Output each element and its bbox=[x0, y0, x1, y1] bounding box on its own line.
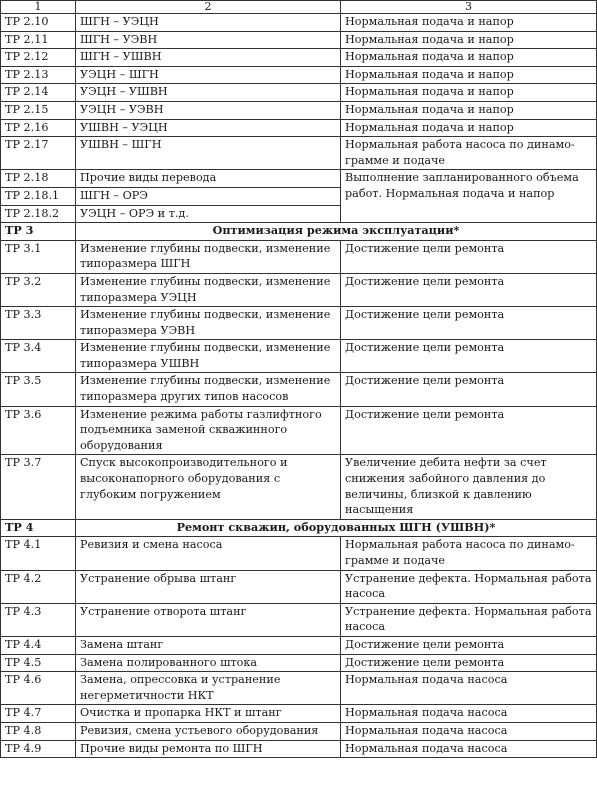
row-code: ТР 2.12 bbox=[1, 49, 76, 67]
row-code: ТР 3.4 bbox=[1, 340, 76, 373]
row-code: ТР 3.2 bbox=[1, 273, 76, 306]
row-work: Изменение глубины подвески, изменение типоразмера УШВН bbox=[76, 340, 341, 373]
row-code: ТР 2.14 bbox=[1, 84, 76, 102]
row-work: Устранение отворота штанг bbox=[76, 603, 341, 636]
table-row bbox=[1, 636, 597, 654]
row-result: Достижение цели ремонта bbox=[341, 373, 597, 406]
row-result: Нормальная подача и напор bbox=[341, 66, 597, 84]
row-code: ТР 4.2 bbox=[1, 570, 76, 603]
row-result: Нормальная подача насоса bbox=[341, 705, 597, 723]
table-row bbox=[1, 722, 597, 740]
table-row bbox=[1, 101, 597, 119]
table-row bbox=[1, 705, 597, 723]
table-row bbox=[1, 119, 597, 137]
row-work: УЭЦН – УЭВН bbox=[76, 101, 341, 119]
row-code: ТР 2.13 bbox=[1, 66, 76, 84]
row-code: ТР 2.18.2 bbox=[1, 205, 76, 223]
table-row bbox=[1, 340, 597, 373]
row-code: ТР 4.3 bbox=[1, 603, 76, 636]
row-result: Нормальная подача и напор bbox=[341, 84, 597, 102]
row-work: ШГН – УШВН bbox=[76, 49, 341, 67]
row-result: Нормальная работа насоса по динамо-грамме и подаче bbox=[341, 137, 597, 170]
section-title: Ремонт скважин, оборудованных ШГН (УШВН)* bbox=[76, 519, 597, 537]
table-row bbox=[1, 455, 597, 519]
row-result: Нормальная подача и напор bbox=[341, 101, 597, 119]
row-result: Устранение дефекта. Нормальная работа насоса bbox=[341, 603, 597, 636]
row-code: ТР 4.5 bbox=[1, 654, 76, 672]
row-code: ТР 3.3 bbox=[1, 307, 76, 340]
row-result: Нормальная подача и напор bbox=[341, 31, 597, 49]
table-row bbox=[1, 537, 597, 570]
table-row bbox=[1, 603, 597, 636]
table-row bbox=[1, 14, 597, 32]
row-code: ТР 4.8 bbox=[1, 722, 76, 740]
row-work: Очистка и пропарка НКТ и штанг bbox=[76, 705, 341, 723]
row-work: ШГН – УЭВН bbox=[76, 31, 341, 49]
row-result: Устранение дефекта. Нормальная работа насоса bbox=[341, 570, 597, 603]
row-work: Изменение глубины подвески, изменение типоразмера ШГН bbox=[76, 240, 341, 273]
table-row bbox=[1, 49, 597, 67]
row-code: ТР 3.7 bbox=[1, 455, 76, 519]
table-row bbox=[1, 66, 597, 84]
row-work: УЭЦН – ОРЭ и т.д. bbox=[76, 205, 341, 223]
row-work: УШВН – ШГН bbox=[76, 137, 341, 170]
table-row bbox=[1, 406, 597, 455]
row-result: Нормальная подача насоса bbox=[341, 722, 597, 740]
row-result: Нормальная подача и напор bbox=[341, 119, 597, 137]
row-result: Достижение цели ремонта bbox=[341, 240, 597, 273]
row-code: ТР 4.9 bbox=[1, 740, 76, 758]
row-work: Изменение глубины подвески, изменение типоразмера других типов насосов bbox=[76, 373, 341, 406]
row-result: Достижение цели ремонта bbox=[341, 273, 597, 306]
row-result: Нормальная подача насоса bbox=[341, 672, 597, 705]
row-result: Нормальная подача и напор bbox=[341, 49, 597, 67]
row-work: Ревизия, смена устьевого оборудования bbox=[76, 722, 341, 740]
column-number-row bbox=[1, 1, 597, 14]
row-work: ШГН – ОРЭ bbox=[76, 187, 341, 205]
row-code: ТР 2.16 bbox=[1, 119, 76, 137]
table-row bbox=[1, 740, 597, 758]
table-row bbox=[1, 240, 597, 273]
row-code: ТР 2.11 bbox=[1, 31, 76, 49]
section-header-row bbox=[1, 519, 597, 537]
row-result: Выполнение запланированного объема работ. Нормальная подача и напор bbox=[341, 170, 597, 223]
row-work: Устранение обрыва штанг bbox=[76, 570, 341, 603]
section-code: ТР 4 bbox=[1, 519, 76, 537]
row-code: ТР 3.1 bbox=[1, 240, 76, 273]
row-code: ТР 4.1 bbox=[1, 537, 76, 570]
row-work: Изменение режима работы газлифтного подъемника заменой скважинного оборудования bbox=[76, 406, 341, 455]
row-result: Нормальная подача насоса bbox=[341, 740, 597, 758]
table-row bbox=[1, 672, 597, 705]
column-number-2: 2 bbox=[76, 1, 341, 14]
row-result: Нормальная подача и напор bbox=[341, 14, 597, 32]
table-row bbox=[1, 273, 597, 306]
row-code: ТР 4.6 bbox=[1, 672, 76, 705]
row-work: Прочие виды ремонта по ШГН bbox=[76, 740, 341, 758]
row-result: Достижение цели ремонта bbox=[341, 307, 597, 340]
table-row bbox=[1, 307, 597, 340]
row-work: Замена полированного штока bbox=[76, 654, 341, 672]
row-work: УШВН – УЭЦН bbox=[76, 119, 341, 137]
row-code: ТР 2.18 bbox=[1, 170, 76, 188]
row-work: УЭЦН – УШВН bbox=[76, 84, 341, 102]
row-work: Изменение глубины подвески, изменение типоразмера УЭВН bbox=[76, 307, 341, 340]
row-work: УЭЦН – ШГН bbox=[76, 66, 341, 84]
column-number-3: 3 bbox=[341, 1, 597, 14]
row-code: ТР 4.4 bbox=[1, 636, 76, 654]
row-work: ШГН – УЭЦН bbox=[76, 14, 341, 32]
row-work: Спуск высокопроизводительного и высоконапорного оборудования с глубоким погружением bbox=[76, 455, 341, 519]
row-result: Увеличение дебита нефти за счет снижения забойного давления до величины, близкой к давлению насыщения bbox=[341, 455, 597, 519]
column-number-1: 1 bbox=[1, 1, 76, 14]
row-work: Изменение глубины подвески, изменение типоразмера УЭЦН bbox=[76, 273, 341, 306]
row-code: ТР 2.17 bbox=[1, 137, 76, 170]
table-row bbox=[1, 654, 597, 672]
row-result: Достижение цели ремонта bbox=[341, 406, 597, 455]
section-title: Оптимизация режима эксплуатации* bbox=[76, 223, 597, 241]
table-row bbox=[1, 570, 597, 603]
row-code: ТР 2.18.1 bbox=[1, 187, 76, 205]
section-code: ТР 3 bbox=[1, 223, 76, 241]
table-row bbox=[1, 170, 597, 188]
row-code: ТР 3.6 bbox=[1, 406, 76, 455]
row-work: Замена штанг bbox=[76, 636, 341, 654]
table-row bbox=[1, 137, 597, 170]
row-work: Замена, опрессовка и устранение негерметичности НКТ bbox=[76, 672, 341, 705]
row-code: ТР 3.5 bbox=[1, 373, 76, 406]
section-header-row bbox=[1, 223, 597, 241]
table-row bbox=[1, 84, 597, 102]
row-work: Ревизия и смена насоса bbox=[76, 537, 341, 570]
row-result: Достижение цели ремонта bbox=[341, 636, 597, 654]
row-work: Прочие виды перевода bbox=[76, 170, 341, 188]
row-code: ТР 2.15 bbox=[1, 101, 76, 119]
row-code: ТР 4.7 bbox=[1, 705, 76, 723]
row-result: Достижение цели ремонта bbox=[341, 340, 597, 373]
table-row bbox=[1, 373, 597, 406]
row-result: Нормальная работа насоса по динамо-грамме и подаче bbox=[341, 537, 597, 570]
row-code: ТР 2.10 bbox=[1, 14, 76, 32]
row-result: Достижение цели ремонта bbox=[341, 654, 597, 672]
table-row bbox=[1, 31, 597, 49]
